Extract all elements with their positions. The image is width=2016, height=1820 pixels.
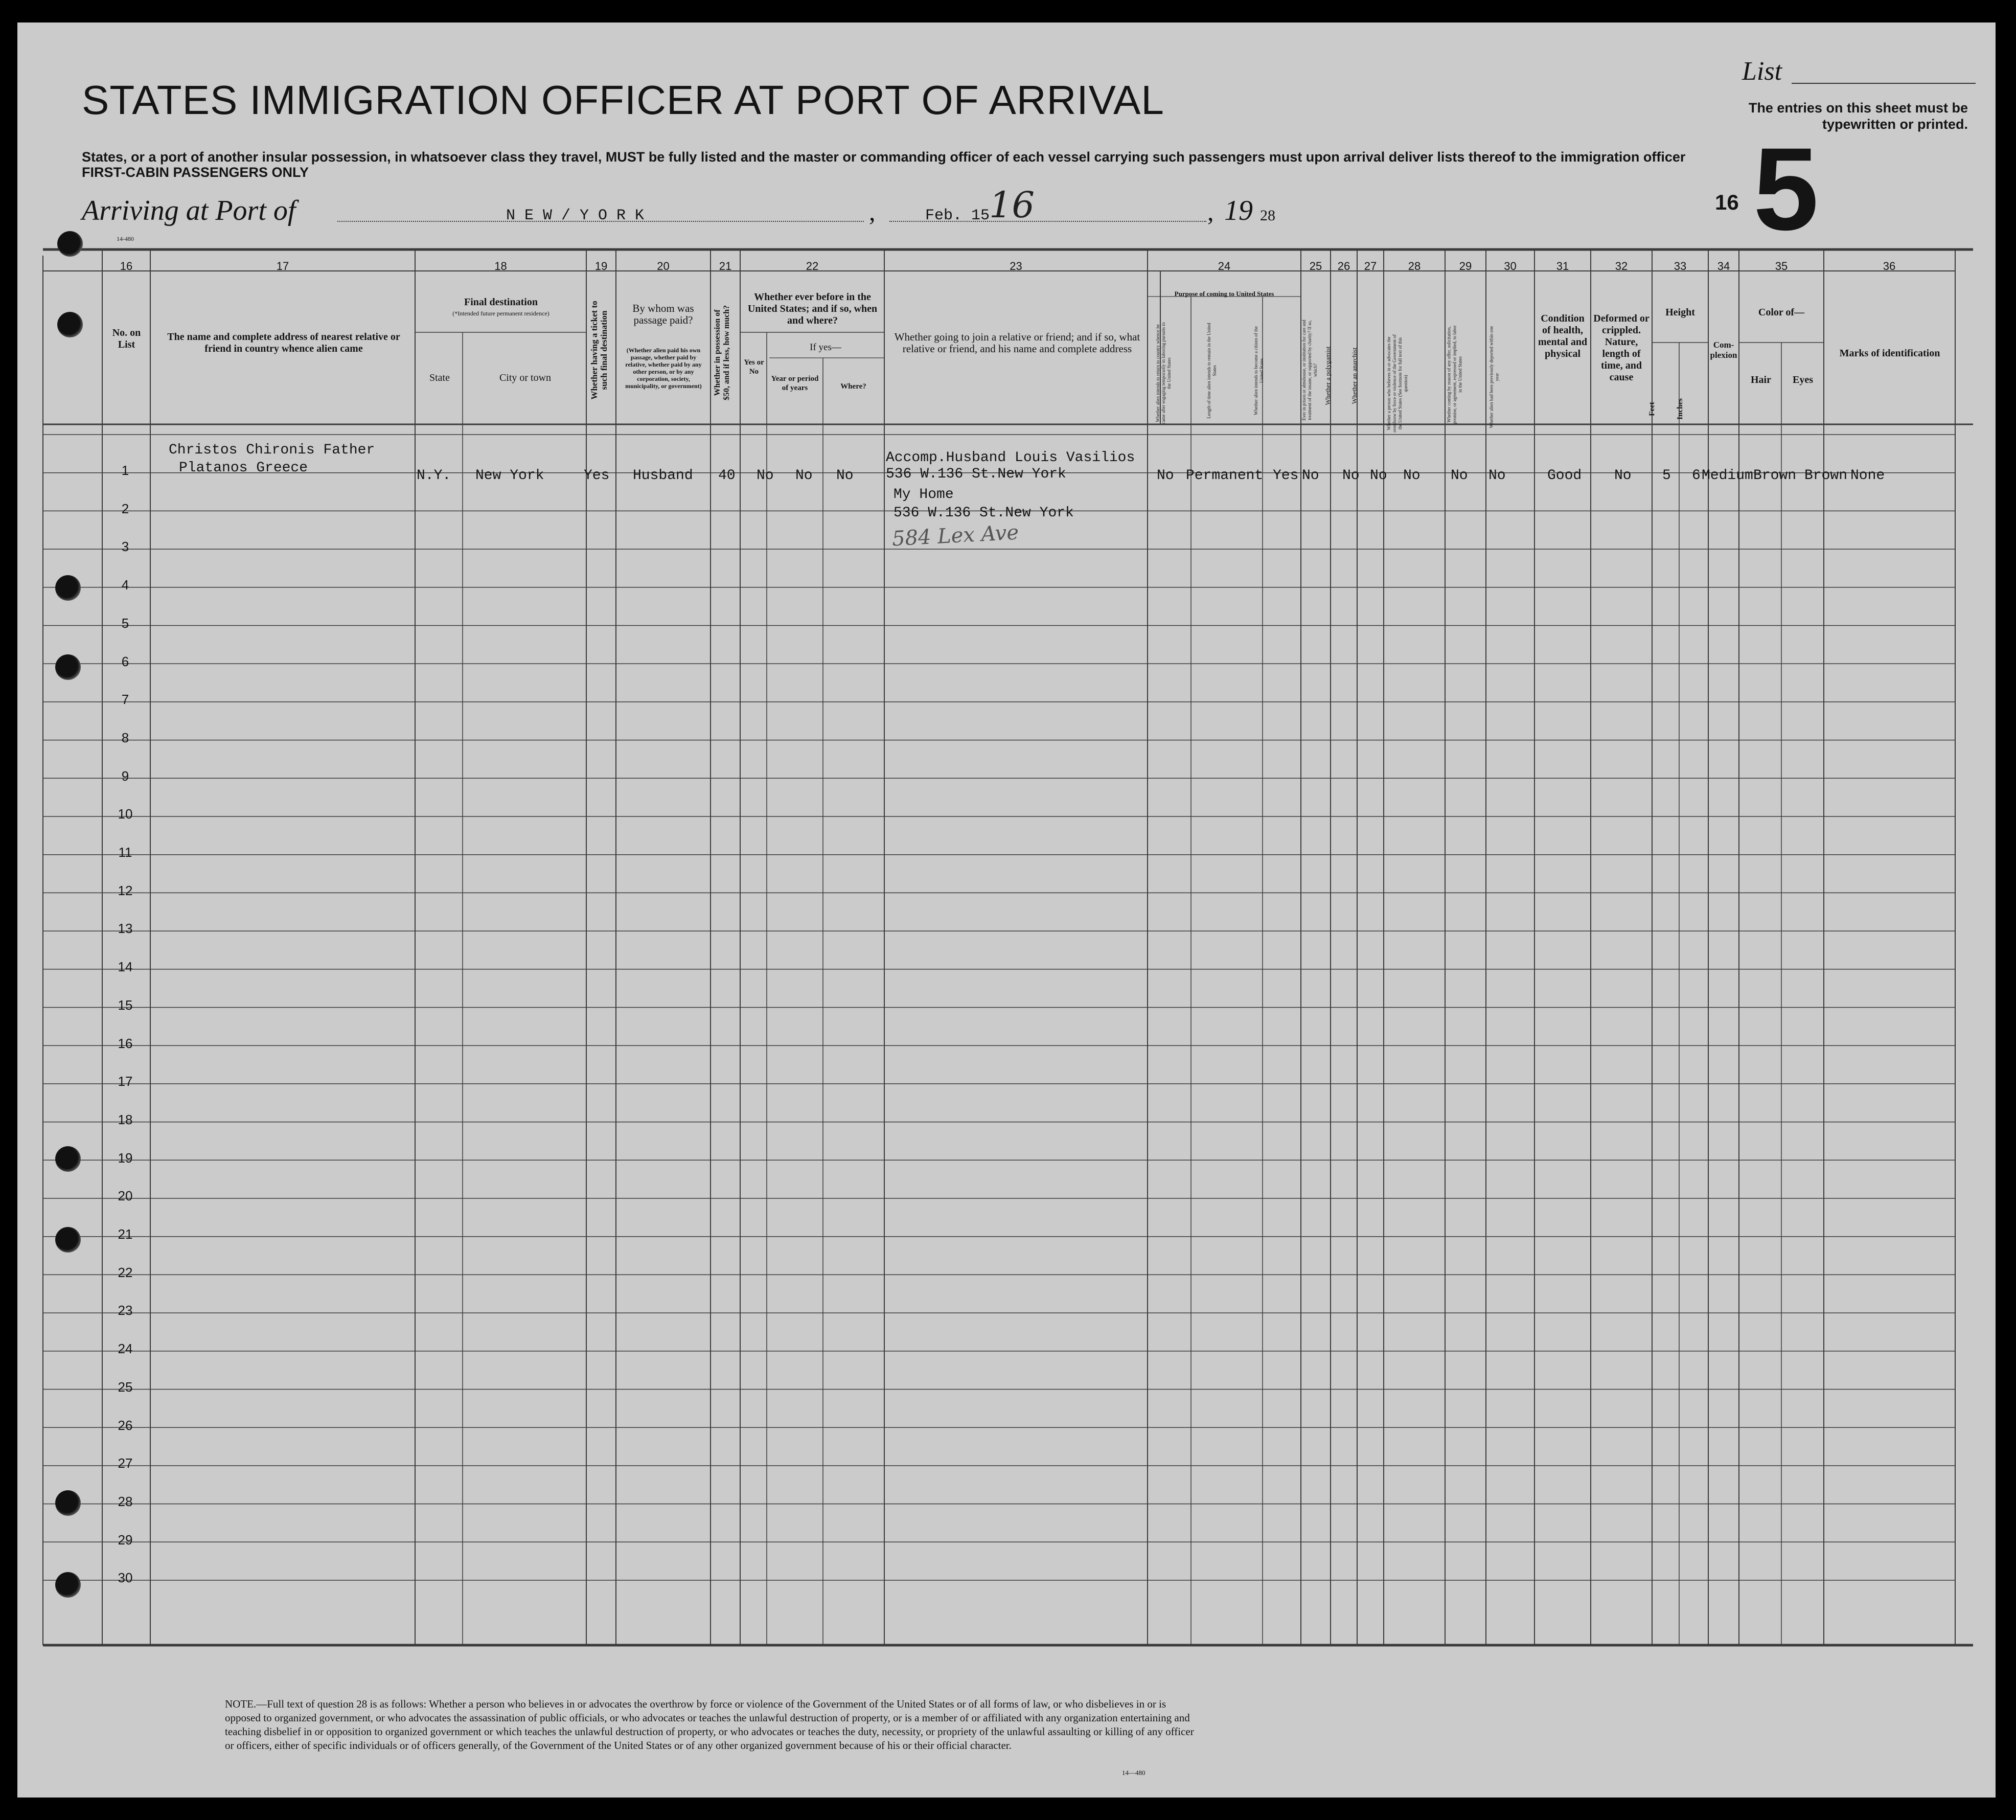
entry-return: No [1157,468,1174,484]
form-code-top: 14-480 [117,235,134,242]
entry-prison: No [1302,468,1319,484]
list-number: 5 [1753,123,1819,255]
header-inches: Inches [1676,398,1684,420]
header-where: Where? [840,382,866,391]
row-number: 30 [118,1570,133,1586]
col-number: 36 [1883,260,1896,272]
entry-join-handwritten: 584 Lex Ave [891,520,1020,551]
col-number: 24 [1218,260,1231,272]
entry-contract: No [1451,468,1468,484]
entry-join-line1: Accomp.Husband Louis Vasilios [886,450,1135,466]
row-number: 9 [121,768,129,784]
header-overthrow: Whether a person who believes in or advocates the overthrow by force or violence of the Government of the United States (See footnote for full text of this question) [1386,334,1408,433]
entry-paid-by: Husband [633,468,693,484]
col-number: 34 [1717,260,1730,272]
header-marks: Marks of identification [1839,348,1940,359]
date-typed: Feb. 15 [925,207,990,224]
binder-hole [57,231,83,257]
col-number: 30 [1504,260,1517,272]
col-number: 29 [1459,260,1472,272]
header-prison: Ever in prison or almshouse, or institution for care and treatment of the insane, or supported by charity? If so, which? [1301,320,1318,421]
form-title: STATES IMMIGRATION OFFICER AT PORT OF ARRIVAL [82,77,1164,123]
header-state: State [429,372,450,383]
entry-feet: 5 [1662,468,1671,484]
footnote-code: 14—480 [1122,1769,1146,1777]
row-number: 3 [121,539,129,555]
entry-where: No [836,468,854,484]
entry-ever-before: No [757,468,774,484]
row-number: 22 [118,1264,133,1280]
row-number: 17 [118,1074,133,1089]
header-polygamist: Whether a polygamist [1324,346,1332,405]
header-year-period: Year or period of years [771,375,819,392]
class-line: FIRST-CABIN PASSENGERS ONLY [82,165,309,180]
entry-citizen: Yes [1273,468,1299,484]
header-city: City or town [499,372,552,383]
col-number: 20 [657,260,670,272]
row-number: 23 [118,1303,133,1318]
header-deported: Whether alien had been previously deported within one year [1488,326,1500,428]
col-number: 32 [1615,260,1628,272]
entry-inches: 6 [1692,468,1701,484]
header-nearest-relative: The name and complete address of nearest relative or friend in country whence alien came [167,331,400,354]
col-number: 35 [1775,260,1788,272]
header-deformed: Deformed or crippled. Nature, length of time, and cause [1593,313,1650,383]
list-number-prefix: 16 [1715,190,1739,214]
header-height: Height [1665,307,1695,318]
row-number: 18 [118,1111,133,1127]
binder-hole [55,1146,81,1172]
col-number: 22 [806,260,819,272]
row-number: 29 [118,1532,133,1548]
col-number: 16 [120,260,133,272]
entry-polygamist: No [1342,468,1360,484]
row-number: 11 [118,845,132,860]
header-no-on-list: No. on List [112,327,141,350]
row-number: 8 [121,730,129,745]
row-number: 28 [118,1493,133,1509]
binder-hole [55,1490,81,1516]
col-number: 25 [1309,260,1322,272]
entry-eyes: Brown [1804,468,1848,484]
row-number: 21 [118,1226,133,1242]
row-number: 12 [118,882,133,898]
row-number: 13 [118,921,133,937]
entry-deformed: No [1614,468,1632,484]
binder-hole [55,654,81,680]
row-number: 4 [121,577,129,593]
row-number: 26 [118,1417,133,1433]
header-feet: Feet [1648,402,1656,416]
row-number: 24 [118,1341,133,1357]
form-subtitle: States, or a port of another insular possession, in whatsoever class they travel, MUST be fully listed and the master or commanding officer of each vessel carrying such passengers must upon arrival deliver lists thereof to the immigration officer [82,149,1686,165]
row-number: 16 [118,1035,133,1051]
header-passage-paid: By whom was passage paid? [632,302,694,326]
header-health: Condition of health, mental and physical [1538,313,1588,359]
row-number: 7 [121,692,129,708]
header-passage-note: (Whether alien paid his own passage, whether paid by relative, whether paid by any other person, or by any corporation, society, municipality, or government) [625,347,702,390]
header-complexion: Com-plexion [1710,340,1737,360]
col-number: 23 [1010,260,1022,272]
entry-city: New York [475,468,544,484]
binder-hole [55,1572,81,1598]
header-eyes: Eyes [1793,374,1813,385]
binder-hole [55,1227,81,1253]
header-anarchist: Whether an anarchist [1350,347,1358,404]
header-purpose: Purpose of coming to United States [1174,290,1274,298]
col-number: 18 [494,260,507,272]
comma-2: , [1207,197,1214,226]
header-hair: Hair [1751,374,1771,385]
row-number: 2 [121,500,129,516]
header-ever-before: Whether ever before in the United States; and if so, when and where? [747,291,878,326]
entry-complexion: Medium [1702,468,1753,484]
entry-relative-line2: Platanos Greece [179,460,308,476]
year-prefix: 19 [1224,195,1253,226]
header-join-relative: Whether going to join a relative or friend; and if so, what relative or friend, and his name and complete address [894,331,1140,355]
port-value: N E W / Y O R K [506,207,645,224]
entry-join-line4: 536 W.136 St.New York [894,505,1074,521]
entry-money: 40 [718,468,736,484]
col-number: 17 [276,260,289,272]
entry-health: Good [1547,468,1582,484]
entry-overthrow: No [1403,468,1421,484]
entry-state: N.Y. [417,468,451,484]
row-number: 27 [118,1455,133,1471]
row-number: 5 [121,615,129,631]
header-final-destination-note: (*Intended future permanent residence) [452,310,549,317]
entry-anarchist: No [1370,468,1387,484]
entry-hair: Brown [1753,468,1797,484]
col-number: 28 [1408,260,1421,272]
col-number: 26 [1337,260,1350,272]
arriving-line [82,194,295,227]
entry-ticket: Yes [584,468,610,484]
binder-hole [57,312,83,337]
entry-length: Permanent [1186,468,1264,484]
header-final-destination: Final destination [464,297,538,308]
arriving-label: Arriving at Port of [82,195,296,226]
entry-join-line3: My Home [894,487,954,503]
row-number: 19 [118,1150,133,1166]
entry-join-line2: 536 W.136 St.New York [886,466,1066,482]
entry-years: No [795,468,813,484]
col-number: 27 [1364,260,1377,272]
col-number: 33 [1674,260,1687,272]
header-purpose-citizen: Whether alien intends to become a citizen of the United States [1253,326,1264,415]
date-handwritten: 16 [989,184,1035,226]
row-number: 20 [118,1188,133,1204]
row-number: 15 [118,997,133,1013]
row-number: 6 [121,653,129,669]
header-money: Whether in possession of $50, and if less, how much? [713,305,731,401]
comma-1: , [869,197,876,226]
footnote: NOTE.—Full text of question 28 is as follows: Whether a person who believes in or advocates the overthrow by force or violence of the Government of the United States or of all forms of law, or who disbelieves in or is opposed to organized government, or who advocates the assassination of public officials, or who advocates or teaches the unlawful destruction of property, or is a member of or affiliated with any organization entertaining and teaching disbelief in or opposition to organized government or which teaches the unlawful destruction of property, or who advocates or teaches the duty, necessity, or propriety of the unlawful assaulting or killing of any officer or officers, either of specific individuals or of officers generally, of the Government of the United States or of any other organized government because of his or their official character. [225,1698,1194,1751]
col-number: 21 [719,260,732,272]
header-contract-labor: Whether coming by reason of any offer, solicitation, promise, or agreement, expressed or implied, to labor in the United States [1446,325,1463,424]
list-label: List [1742,57,1782,86]
row-number: 14 [118,959,133,975]
year-suffix: 28 [1260,207,1275,224]
entry-marks: None [1850,468,1885,484]
entry-deported: No [1488,468,1506,484]
col-number: 31 [1556,260,1569,272]
entry-relative-line1: Christos Chironis Father [169,442,375,458]
header-color-of: Color of— [1758,307,1805,318]
row-number: 1 [121,463,129,478]
binder-hole [55,575,81,601]
header-purpose-length: Length of time alien intends to remain in the United States [1206,323,1217,419]
row-number: 25 [118,1379,133,1395]
header-if-yes: If yes— [810,342,841,353]
header-ticket: Whether having a ticket to such final destination [589,301,609,400]
header-yes-no: Yes or No [744,358,764,376]
header-purpose-return: Whether alien intends to return to country whence he came after engaging temporarily in laboring pursuits in the United States [1155,322,1172,424]
list-underline [1792,83,1976,84]
row-number: 10 [118,806,133,822]
col-number: 19 [594,260,608,272]
typewritten-notice: The entries on this sheet must be typewritten or printed. [1748,100,1968,132]
